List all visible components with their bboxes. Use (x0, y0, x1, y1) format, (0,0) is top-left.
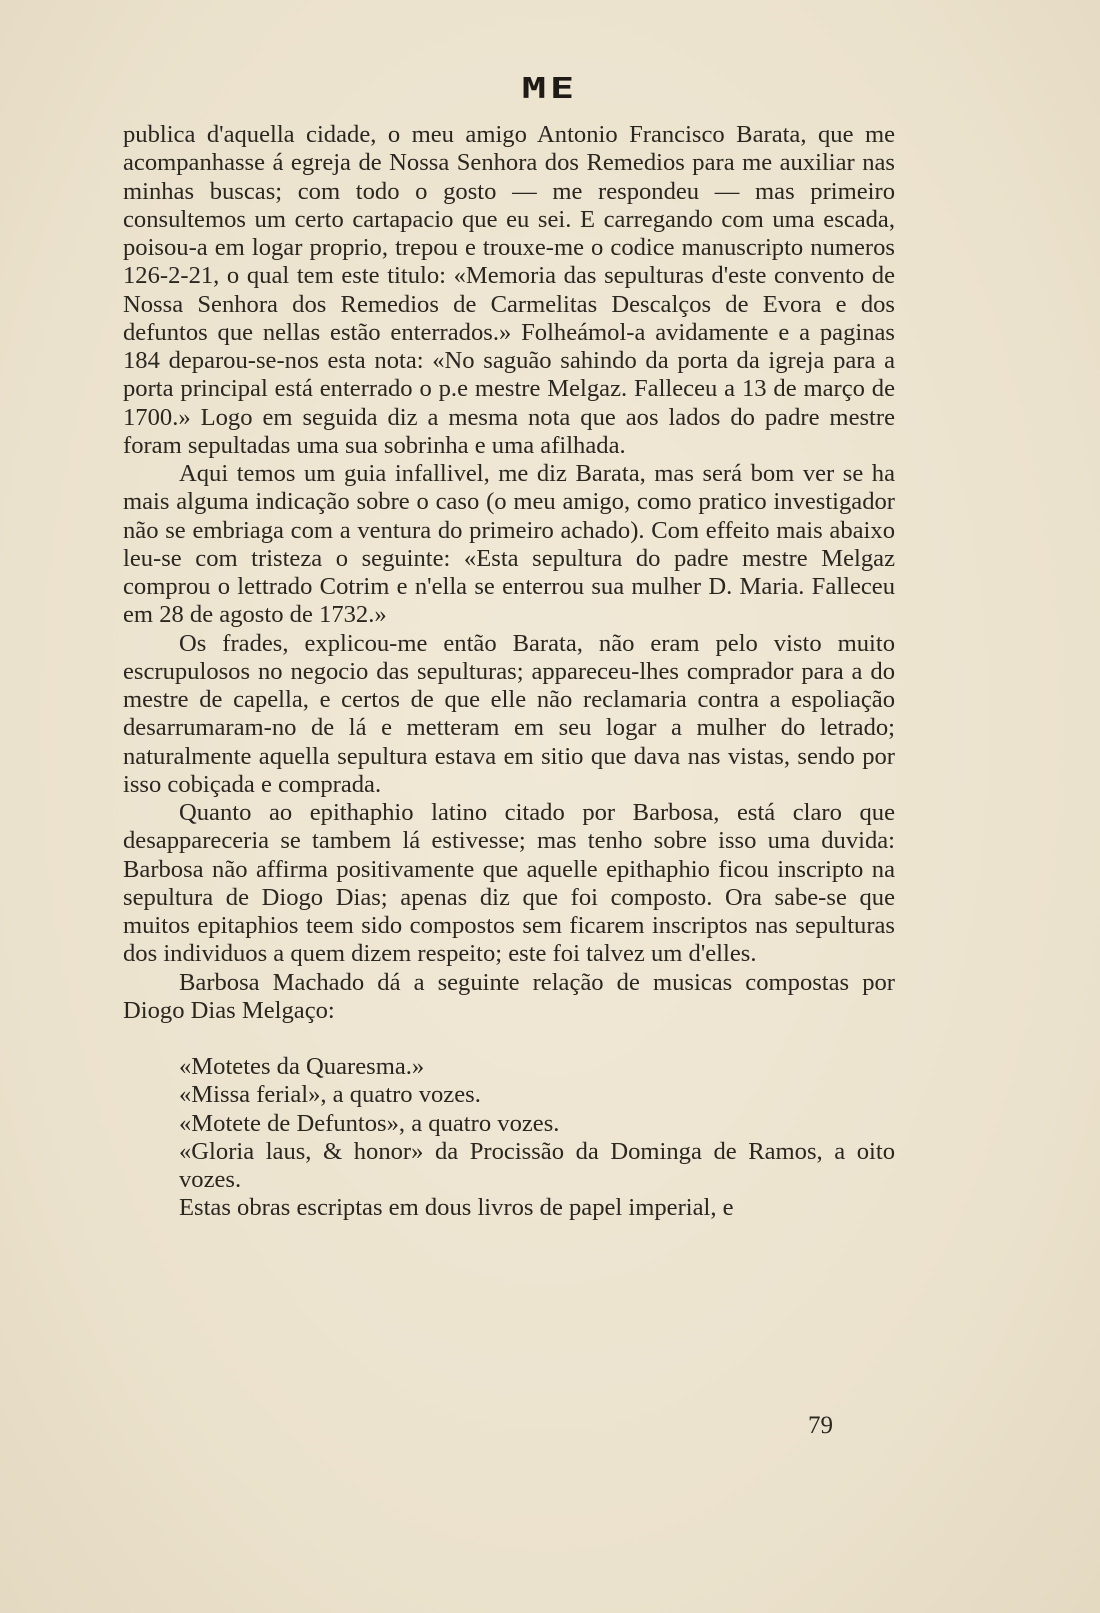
works-list (123, 1053, 895, 1194)
paragraph: Aqui temos um guia infallivel, me diz Barata, mas será bom ver se ha mais alguma indicação sobre o caso (o meu amigo, como pratico investigador não se embriaga com a ventura do primeiro achado). Com effeito mais abaixo leu-se com tristeza o seguinte: «Esta sepultura do padre mestre Melgaz comprou o lettrado Cotrim e n'ella se enterrou sua mulher D. Maria. Falleceu em 28 de agosto de 1732.» (123, 460, 895, 629)
list-item: «Motetes da Quaresma.» (179, 1053, 425, 1080)
running-head: ME (521, 72, 579, 106)
paragraph: Barbosa Machado dá a seguinte relação de musicas compostas por Diogo Dias Melgaço: (123, 968, 895, 1024)
paragraph-final: Estas obras escriptas em dous livros de papel imperial, e (179, 1194, 734, 1222)
paragraph: publica d'aquella cidade, o meu amigo Antonio Francisco Barata, que me acompanhasse á egreja de Nossa Senhora dos Remedios para me auxiliar nas minhas buscas; com todo o gosto — me respondeu — mas primeiro consultemos um certo cartapacio que eu sei. E carregando com uma escada, poisou-a em logar proprio, trepou e trouxe-me o codice manuscripto numeros 126-2-21, o qual tem este titulo: «Memoria das sepulturas d'este convento de Nossa Senhora dos Remedios de Carmelitas Descalços de Evora e dos defuntos que nellas estão enterrados.» Folheámol-a avidamente e a paginas 184 deparou-se-nos esta nota: «No saguão sahindo da porta da igreja para a porta principal está enterrado o p.e mestre Melgaz. Falleceu a 13 de março de 1700.» Logo em seguida diz a mesma nota que aos lados do padre mestre foram sepultadas uma sua sobrinha e uma afilhada. (123, 121, 895, 459)
page-number: 79 (808, 1412, 833, 1439)
paragraph: Quanto ao epithaphio latino citado por Barbosa, está claro que desappareceria se tambem lá estivesse; mas tenho sobre isso uma duvida: Barbosa não affirma positivamente que aquelle epithaphio ficou inscripto na sepultura de Diogo Dias; apenas diz que foi composto. Ora sabe-se que muitos epitaphios teem sido compostos sem ficarem inscriptos nas sepulturas dos individuos a quem dizem respeito; este foi talvez um d'elles. (123, 799, 895, 968)
body-text (123, 121, 895, 1223)
list-item: «Missa ferial», a quatro vozes. (179, 1081, 481, 1109)
list-item: «Motete de Defuntos», a quatro vozes. (179, 1109, 560, 1137)
paragraph: Os frades, explicou-me então Barata, não eram pelo visto muito escrupulosos no negocio das sepulturas; appareceu-lhes comprador para a do mestre de capella, e certos de que elle não reclamaria contra a espoliação desarrumaram-no de lá e metteram em seu logar a mulher do letrado; naturalmente aquella sepultura estava em sitio que dava nas vistas, sendo por isso cobiçada e comprada. (123, 629, 895, 798)
list-item: «Gloria laus, & honor» da Procissão da Dominga de Ramos, a oito vozes. (179, 1137, 895, 1193)
